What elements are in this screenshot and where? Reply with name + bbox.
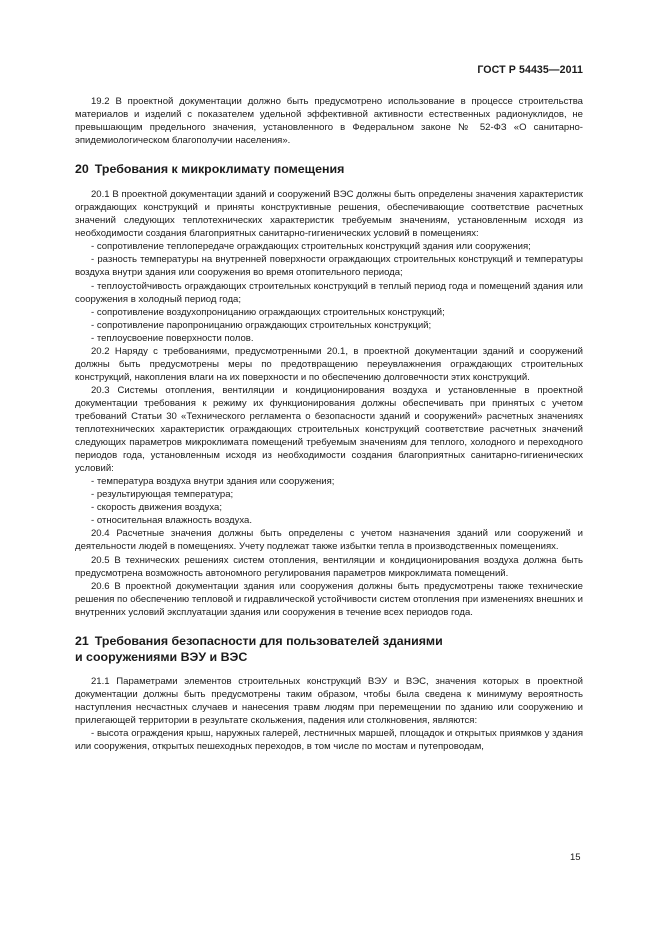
- dash-marker: -: [91, 254, 98, 266]
- section-21-title-line2: и сооружениями ВЭУ и ВЭС: [75, 649, 248, 664]
- paragraph-20-1: 20.1 В проектной документации зданий и сооружений ВЭС должны быть определены значения характеристик ограждающих конструкций и приняты конструктивные решения, обеспечивающие соответствие расчетных значений следующих теплотехнических характеристик требуемым значениям, установленным исходя из необходимости создания благоприятных санитарно-гигиенических условий в помещениях:: [75, 189, 583, 240]
- list-item-20-1-c: - теплоустойчивость ограждающих строительных конструкций в теплый период года и помещений здания или сооружения в холодный период года;: [75, 280, 583, 305]
- dash-marker: -: [91, 332, 97, 344]
- list-item-20-1-f: - теплоусвоение поверхности полов.: [91, 332, 254, 344]
- page-number: 15: [570, 852, 581, 863]
- dash-marker: -: [91, 489, 97, 501]
- dash-marker: -: [91, 241, 97, 253]
- dash-marker: -: [91, 727, 97, 739]
- paragraph-20-3: 20.3 Системы отопления, вентиляции и кондиционирования воздуха и установленные в проектной документации требования к режиму их функционирования должны обеспечивать при принятых с учетом требований Статьи 30 «Технического регламента о безопасности зданий и сооружений» расчетных значениях теплотехнических характеристик ограждающих строительных конструкций соответствие расчетных значений следующих параметров микроклимата помещений требуемым значениям для теплого, холодного и переходного периодов года, установленным исходя из необходимости создания благоприятных санитарно-гигиенических условий:: [75, 384, 583, 475]
- dash-marker: -: [91, 280, 98, 292]
- list-item-20-3-c: - скорость движения воздуха;: [91, 502, 223, 514]
- list-item-20-1-b: - разность температуры на внутренней поверхности ограждающих строительных конструкций и температуры воздуха внутри здания или сооружения во время отопительного периода;: [75, 254, 583, 279]
- list-item-20-1-a: - сопротивление теплопередаче ограждающих строительных конструкций здания или сооружения;: [91, 241, 531, 253]
- section-20-heading: [75, 161, 583, 177]
- list-item-20-3-b: - результирующая температура;: [91, 489, 234, 501]
- paragraph-20-6: 20.6 В проектной документации здания или сооружения должны быть предусмотрены также технические решения по обеспечению тепловой и гидравлической устойчивости систем отопления при изменениях внешних и внутренних условий эксплуатации здания или сооружения в течение всех периодов года.: [75, 580, 583, 618]
- dash-marker: -: [91, 515, 97, 527]
- dash-marker: -: [91, 476, 97, 488]
- paragraph-19-2: 19.2 В проектной документации должно быть предусмотрено использование в процессе строительства материалов и изделий с показателем удельной эффективной активности естественных радионуклидов, не превышающим предельного значения, установленного в Федеральном законе № 52-ФЗ «О санитарно-эпидемиологическом благополучии населения».: [75, 96, 583, 147]
- list-item-20-1-e: - сопротивление паропроницанию ограждающих строительных конструкций;: [91, 319, 432, 331]
- dash-marker: -: [91, 319, 97, 331]
- section-20-number: 20: [75, 162, 89, 177]
- list-item-20-3-d: - относительная влажность воздуха.: [91, 515, 252, 527]
- paragraph-20-2: 20.2 Наряду с требованиями, предусмотренными 20.1, в проектной документации зданий и сооружений должны быть предусмотрены меры по предотвращению переувлажнения ограждающих строительных конструкций, накопления влаги на их поверхности и по обеспечению долговечности этих конструкций.: [75, 345, 583, 383]
- dash-marker: -: [91, 502, 97, 514]
- list-item-20-3-a: - температура воздуха внутри здания или сооружения;: [91, 476, 335, 488]
- document-header-id: ГОСТ Р 54435—2011: [477, 64, 583, 76]
- list-item-21-1-a: - высота ограждения крыш, наружных галерей, лестничных маршей, площадок и открытых приямков у здания или сооружения, открытых пешеходных переходов, в том числе по мостам и путепроводам,: [75, 727, 583, 752]
- section-21-number: 21: [75, 633, 89, 648]
- section-20-title: Требования к микроклимату помещения: [94, 162, 345, 177]
- paragraph-21-1: 21.1 Параметрами элементов строительных конструкций ВЭУ и ВЭС, значения которых в проектной документации должны быть предусмотрены таким образом, чтобы была сведена к минимуму вероятность наступления несчастных случаев и нанесения травм людям при перемещении по зданию или сооружению и прилегающей территории в результате скольжения, падения или столкновения, являются:: [75, 675, 583, 726]
- paragraph-20-5: 20.5 В технических решениях систем отопления, вентиляции и кондиционирования воздуха должна быть предусмотрена возможность автономного регулирования параметров микроклимата помещений.: [75, 554, 583, 579]
- list-item-20-1-d: - сопротивление воздухопроницанию ограждающих строительных конструкций;: [91, 306, 445, 318]
- section-21-heading: [75, 633, 583, 665]
- document-body: [75, 95, 583, 753]
- paragraph-20-4: 20.4 Расчетные значения должны быть определены с учетом назначения зданий или сооружений и деятельности людей в помещениях. Учету подлежат также избытки тепла в производственных помещениях.: [75, 528, 583, 553]
- section-21-title-line1: Требования безопасности для пользователей зданиями: [94, 633, 443, 648]
- dash-marker: -: [91, 306, 97, 318]
